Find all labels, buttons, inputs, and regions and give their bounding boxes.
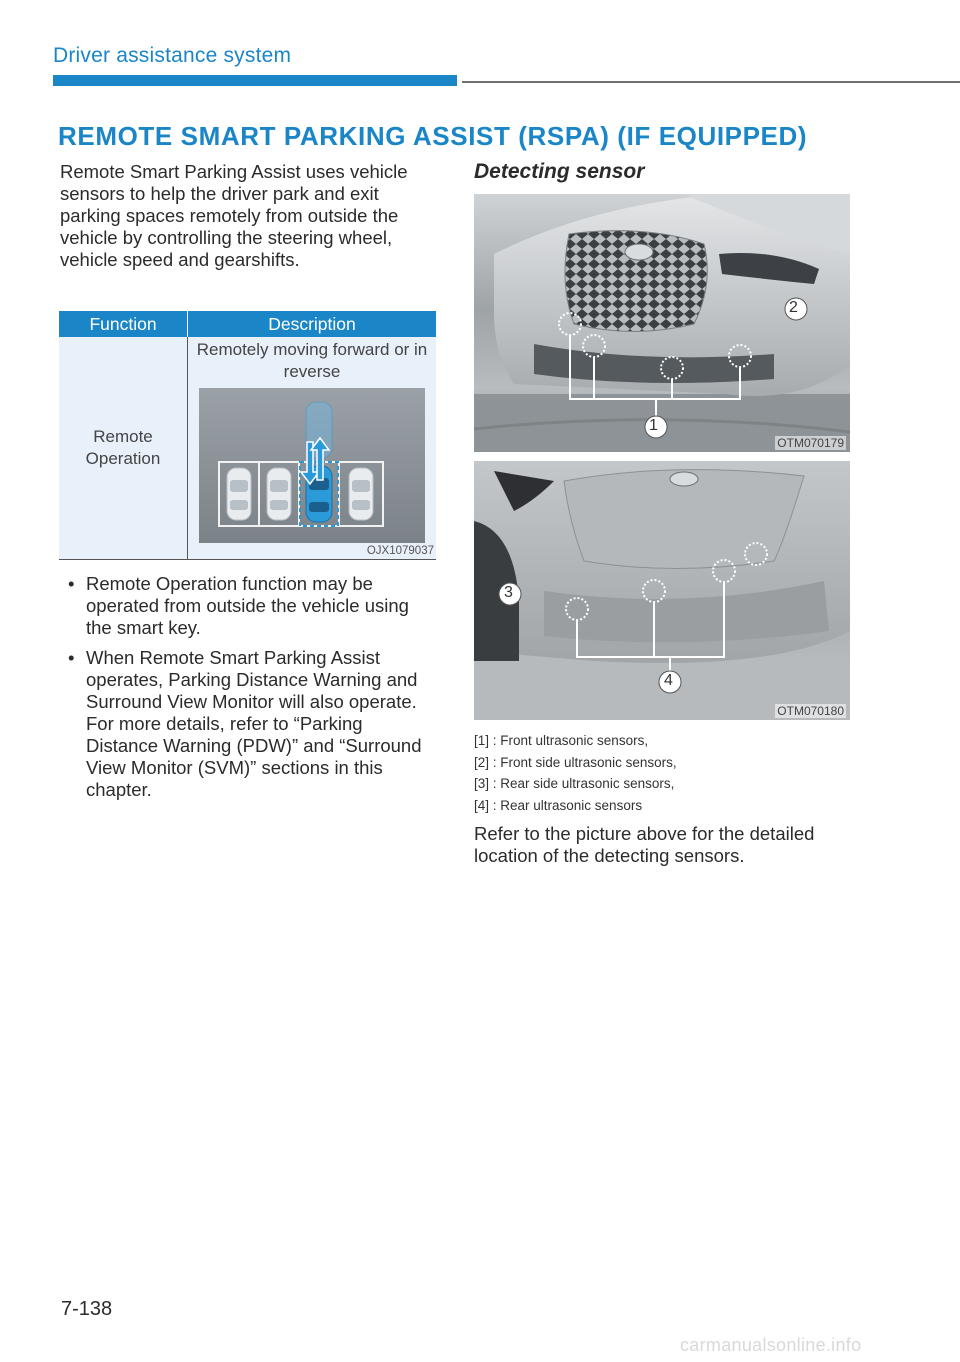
remote-parking-illustration [199, 388, 425, 543]
sensor-legend [474, 730, 854, 816]
parking-diagram-svg [199, 388, 425, 543]
front-sensor-photo [474, 194, 850, 452]
table-row [59, 337, 436, 560]
bullet-symbol: • [68, 573, 75, 594]
function-table [59, 311, 436, 560]
bullet-text: Remote Operation function may be operated from outside the vehicle using the smart key. [86, 573, 409, 638]
sensor-label-3: 3 [504, 584, 513, 601]
rear-car-svg [474, 461, 850, 720]
function-name: Remote Operation [85, 427, 161, 468]
rear-sensor-photo [474, 461, 850, 720]
outro-paragraph: Refer to the picture above for the detailed location of the detecting sensors. [474, 823, 815, 866]
illustration-code: OJX1079037 [366, 545, 434, 557]
bullet-text: When Remote Smart Parking Assist operates, Parking Distance Warning and Surround View Monitor will also operate. For more details, refer to “Parking Distance Warning (PDW)” and “Surround View Monitor (SVM)” sections in this chapter. [86, 647, 422, 800]
page-number: 7-138 [61, 1298, 113, 1320]
front-car-svg [474, 194, 850, 452]
sensor-label-1: 1 [649, 417, 658, 434]
table-header-function: Function [59, 311, 188, 337]
function-cell [59, 337, 188, 560]
header-rule-thin [462, 81, 960, 83]
legend-item: [1] : Front ultrasonic sensors, [474, 733, 649, 748]
parked-car-1 [227, 468, 251, 520]
watermark: carmanualsonline.info [680, 1335, 862, 1355]
bullet-list [60, 573, 430, 809]
table-header-description: Description [188, 311, 437, 337]
intro-paragraph: Remote Smart Parking Assist uses vehicle sensors to help the driver park and exit parking spaces remotely from outside the vehicle by controlling the steering wheel, vehicle speed and gearshifts. [60, 161, 408, 270]
description-text: Remotely moving forward or in reverse [196, 340, 428, 381]
legend-item: [4] : Rear ultrasonic sensors [474, 797, 643, 813]
parked-car-3 [349, 468, 373, 520]
sensor-label-4: 4 [664, 672, 673, 689]
section-title: REMOTE SMART PARKING ASSIST (RSPA) (IF EQUIPPED) [58, 121, 808, 151]
list-item [60, 573, 430, 639]
parked-car-2 [267, 468, 291, 520]
photo-code-front: OTM070179 [777, 436, 844, 450]
photo-code-rear: OTM070180 [777, 704, 844, 718]
legend-item: [2] : Front side ultrasonic sensors, [474, 754, 677, 770]
header-rule-thick [53, 75, 457, 86]
list-item [60, 647, 430, 801]
detecting-sensor-title: Detecting sensor [474, 160, 645, 183]
bullet-symbol: • [68, 647, 75, 668]
legend-item: [3] : Rear side ultrasonic sensors, [474, 776, 675, 791]
description-cell [188, 337, 437, 560]
running-header: Driver assistance system [53, 44, 292, 67]
sensor-label-2: 2 [789, 299, 798, 316]
